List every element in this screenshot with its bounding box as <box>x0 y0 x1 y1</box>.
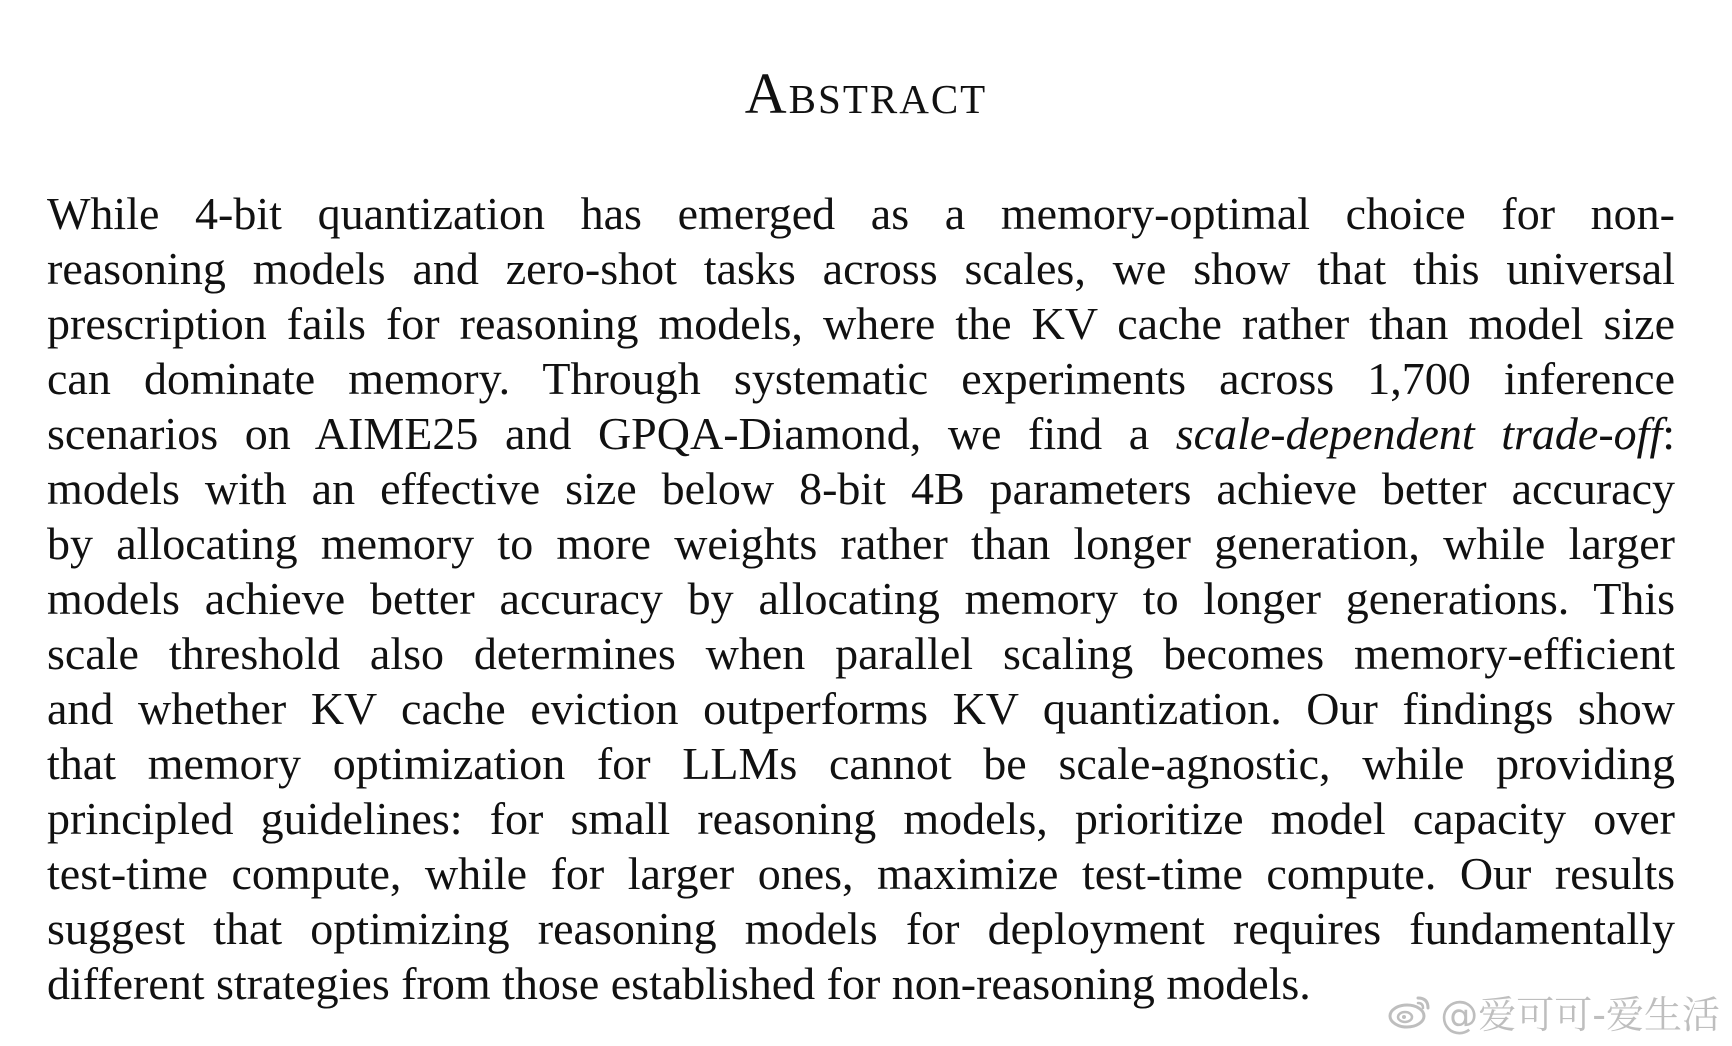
abstract-line-segment: : <box>1662 408 1676 459</box>
weibo-logo-icon <box>1388 992 1432 1030</box>
abstract-heading: Abstract <box>744 61 988 126</box>
abstract-line: by allocating memory to more weights rather than longer generation, while larger <box>47 518 1675 569</box>
abstract-line: can dominate memory. Through systematic experiments across 1,700 inference <box>47 353 1675 404</box>
abstract-line <box>47 406 1675 461</box>
abstract-emphasis: scale-dependent trade-off <box>1175 408 1663 459</box>
abstract-body <box>47 186 1675 1011</box>
abstract-line: test-time compute, while for larger ones, maximize test-time compute. Our results <box>47 848 1675 899</box>
abstract-line: prescription fails for reasoning models, where the KV cache rather than model size <box>47 298 1675 349</box>
watermark-text: @爱可可-爱生活 <box>1440 992 1720 1037</box>
abstract-line: that memory optimization for LLMs cannot be scale-agnostic, while providing <box>47 738 1675 789</box>
abstract-line: scale threshold also determines when parallel scaling becomes memory-efficient <box>47 628 1675 679</box>
abstract-line: different strategies from those established for non-reasoning models. <box>47 958 1311 1009</box>
abstract-line: models achieve better accuracy by allocating memory to longer generations. This <box>47 573 1675 624</box>
abstract-line-segment: scenarios on AIME25 and GPQA-Diamond, we find a <box>47 408 1176 459</box>
abstract-line: principled guidelines: for small reasoning models, prioritize model capacity over <box>47 793 1675 844</box>
abstract-line: reasoning models and zero-shot tasks across scales, we show that this universal <box>47 243 1675 294</box>
abstract-line: While 4-bit quantization has emerged as a memory-optimal choice for non- <box>47 188 1675 239</box>
abstract-line: models with an effective size below 8-bit 4B parameters achieve better accuracy <box>47 463 1675 514</box>
abstract-line: and whether KV cache eviction outperforms KV quantization. Our findings show <box>47 683 1675 734</box>
watermark <box>1388 986 1720 1036</box>
abstract-line: suggest that optimizing reasoning models for deployment requires fundamentally <box>47 903 1675 954</box>
